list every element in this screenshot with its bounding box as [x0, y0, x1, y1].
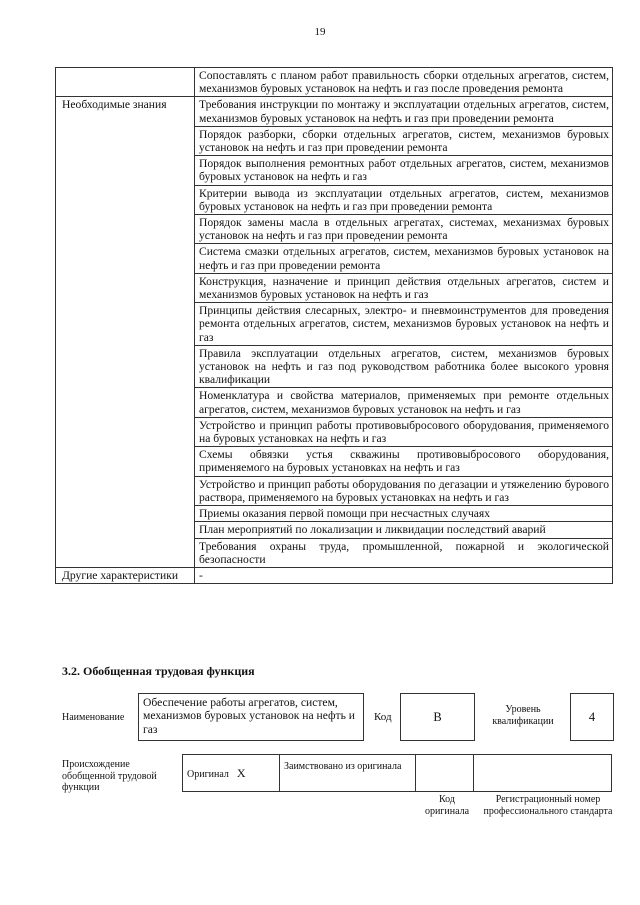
continued-skill-cell: Сопоставлять с планом работ правильность сборки отдельных агрегатов, систем, механизмов буровых установок на нефть и газ после проведения ремонта [195, 68, 613, 97]
knowledge-item: Требования охраны труда, промышленной, пожарной и экологической безопасности [195, 538, 613, 567]
knowledge-item: Устройство и принцип работы противовыбросового оборудования, применяемого на буровых установках на нефть и газ [195, 417, 613, 446]
knowledge-item: Приемы оказания первой помощи при несчастных случаях [195, 506, 613, 522]
original-label: Оригинал [187, 768, 229, 780]
table-row [56, 97, 613, 126]
knowledge-item: Принципы действия слесарных, электро- и пневмоинструментов для проведения ремонта отдельных агрегатов, систем, механизмов буровых установок на нефть и газ [195, 303, 613, 346]
empty-label-cell [56, 68, 195, 97]
knowledge-item: Критерии вывода из эксплуатации отдельных агрегатов, систем, механизмов буровых установок на нефть и газ при проведении ремонта [195, 185, 613, 214]
function-name-box: Обеспечение работы агрегатов, систем, механизмов буровых установок на нефть и газ [138, 693, 364, 741]
knowledge-item: Схемы обвязки устья скважины противовыбросового оборудования, применяемого на буровых установках на нефть и газ [195, 447, 613, 476]
original-mark: Х [236, 765, 246, 780]
knowledge-item: Правила эксплуатации отдельных агрегатов, систем, механизмов буровых установок на нефть и газ под руководством работника более высокого уровня квалификации [195, 345, 613, 388]
origin-table [182, 754, 612, 792]
table-row [56, 567, 613, 583]
code-value-box: В [400, 693, 475, 741]
knowledge-item: Требования инструкции по монтажу и эксплуатации отдельных агрегатов, систем, механизмов буровых установок на нефть и газ при проведении ремонта [195, 97, 613, 126]
knowledge-item: Система смазки отдельных агрегатов, систем, механизмов буровых установок на нефть и газ при проведении ремонта [195, 244, 613, 273]
knowledge-item: Номенклатура и свойства материалов, применяемых при ремонте отдельных агрегатов, систем, механизмов буровых установок на нефть и газ [195, 388, 613, 417]
other-label-cell: Другие характеристики [56, 567, 195, 583]
knowledge-label-cell: Необходимые знания [56, 97, 195, 568]
code-original-caption: Код оригинала [424, 794, 470, 817]
name-label: Наименование [62, 712, 125, 723]
knowledge-item: Конструкция, назначение и принцип действия отдельных агрегатов, систем и механизмов буровых установок на нефть и газ [195, 273, 613, 302]
original-cell [183, 755, 280, 792]
table-row [56, 68, 613, 97]
table-row [183, 755, 612, 792]
knowledge-item: План мероприятий по локализации и ликвидации последствий аварий [195, 522, 613, 538]
section-heading: 3.2. Обобщенная трудовая функция [62, 664, 255, 678]
knowledge-item: Порядок замены масла в отдельных агрегатах, системах, механизмах буровых установок на нефть и газ при проведении ремонта [195, 215, 613, 244]
reg-number-cell [474, 755, 612, 792]
knowledge-table [55, 67, 613, 584]
other-value-cell: - [195, 567, 613, 583]
code-original-cell [416, 755, 474, 792]
knowledge-item: Порядок разборки, сборки отдельных агрегатов, систем, механизмов буровых установок на нефть и газ при проведении ремонта [195, 126, 613, 155]
reg-number-caption: Регистрационный номер профессионального стандарта [483, 794, 613, 817]
knowledge-item: Порядок выполнения ремонтных работ отдельных агрегатов, систем, механизмов буровых установок на нефть и газ [195, 156, 613, 185]
level-label: Уровень квалификации [492, 704, 554, 727]
borrowed-cell: Заимствовано из оригинала [280, 755, 416, 792]
page-number: 19 [314, 26, 326, 38]
knowledge-item: Устройство и принцип работы оборудования по дегазации и утяжелению бурового раствора, применяемого на буровых установках на нефть и газ [195, 476, 613, 505]
origin-label: Происхождение обобщенной трудовой функции [62, 759, 157, 793]
code-label: Код [374, 711, 392, 723]
level-value-box: 4 [570, 693, 614, 741]
